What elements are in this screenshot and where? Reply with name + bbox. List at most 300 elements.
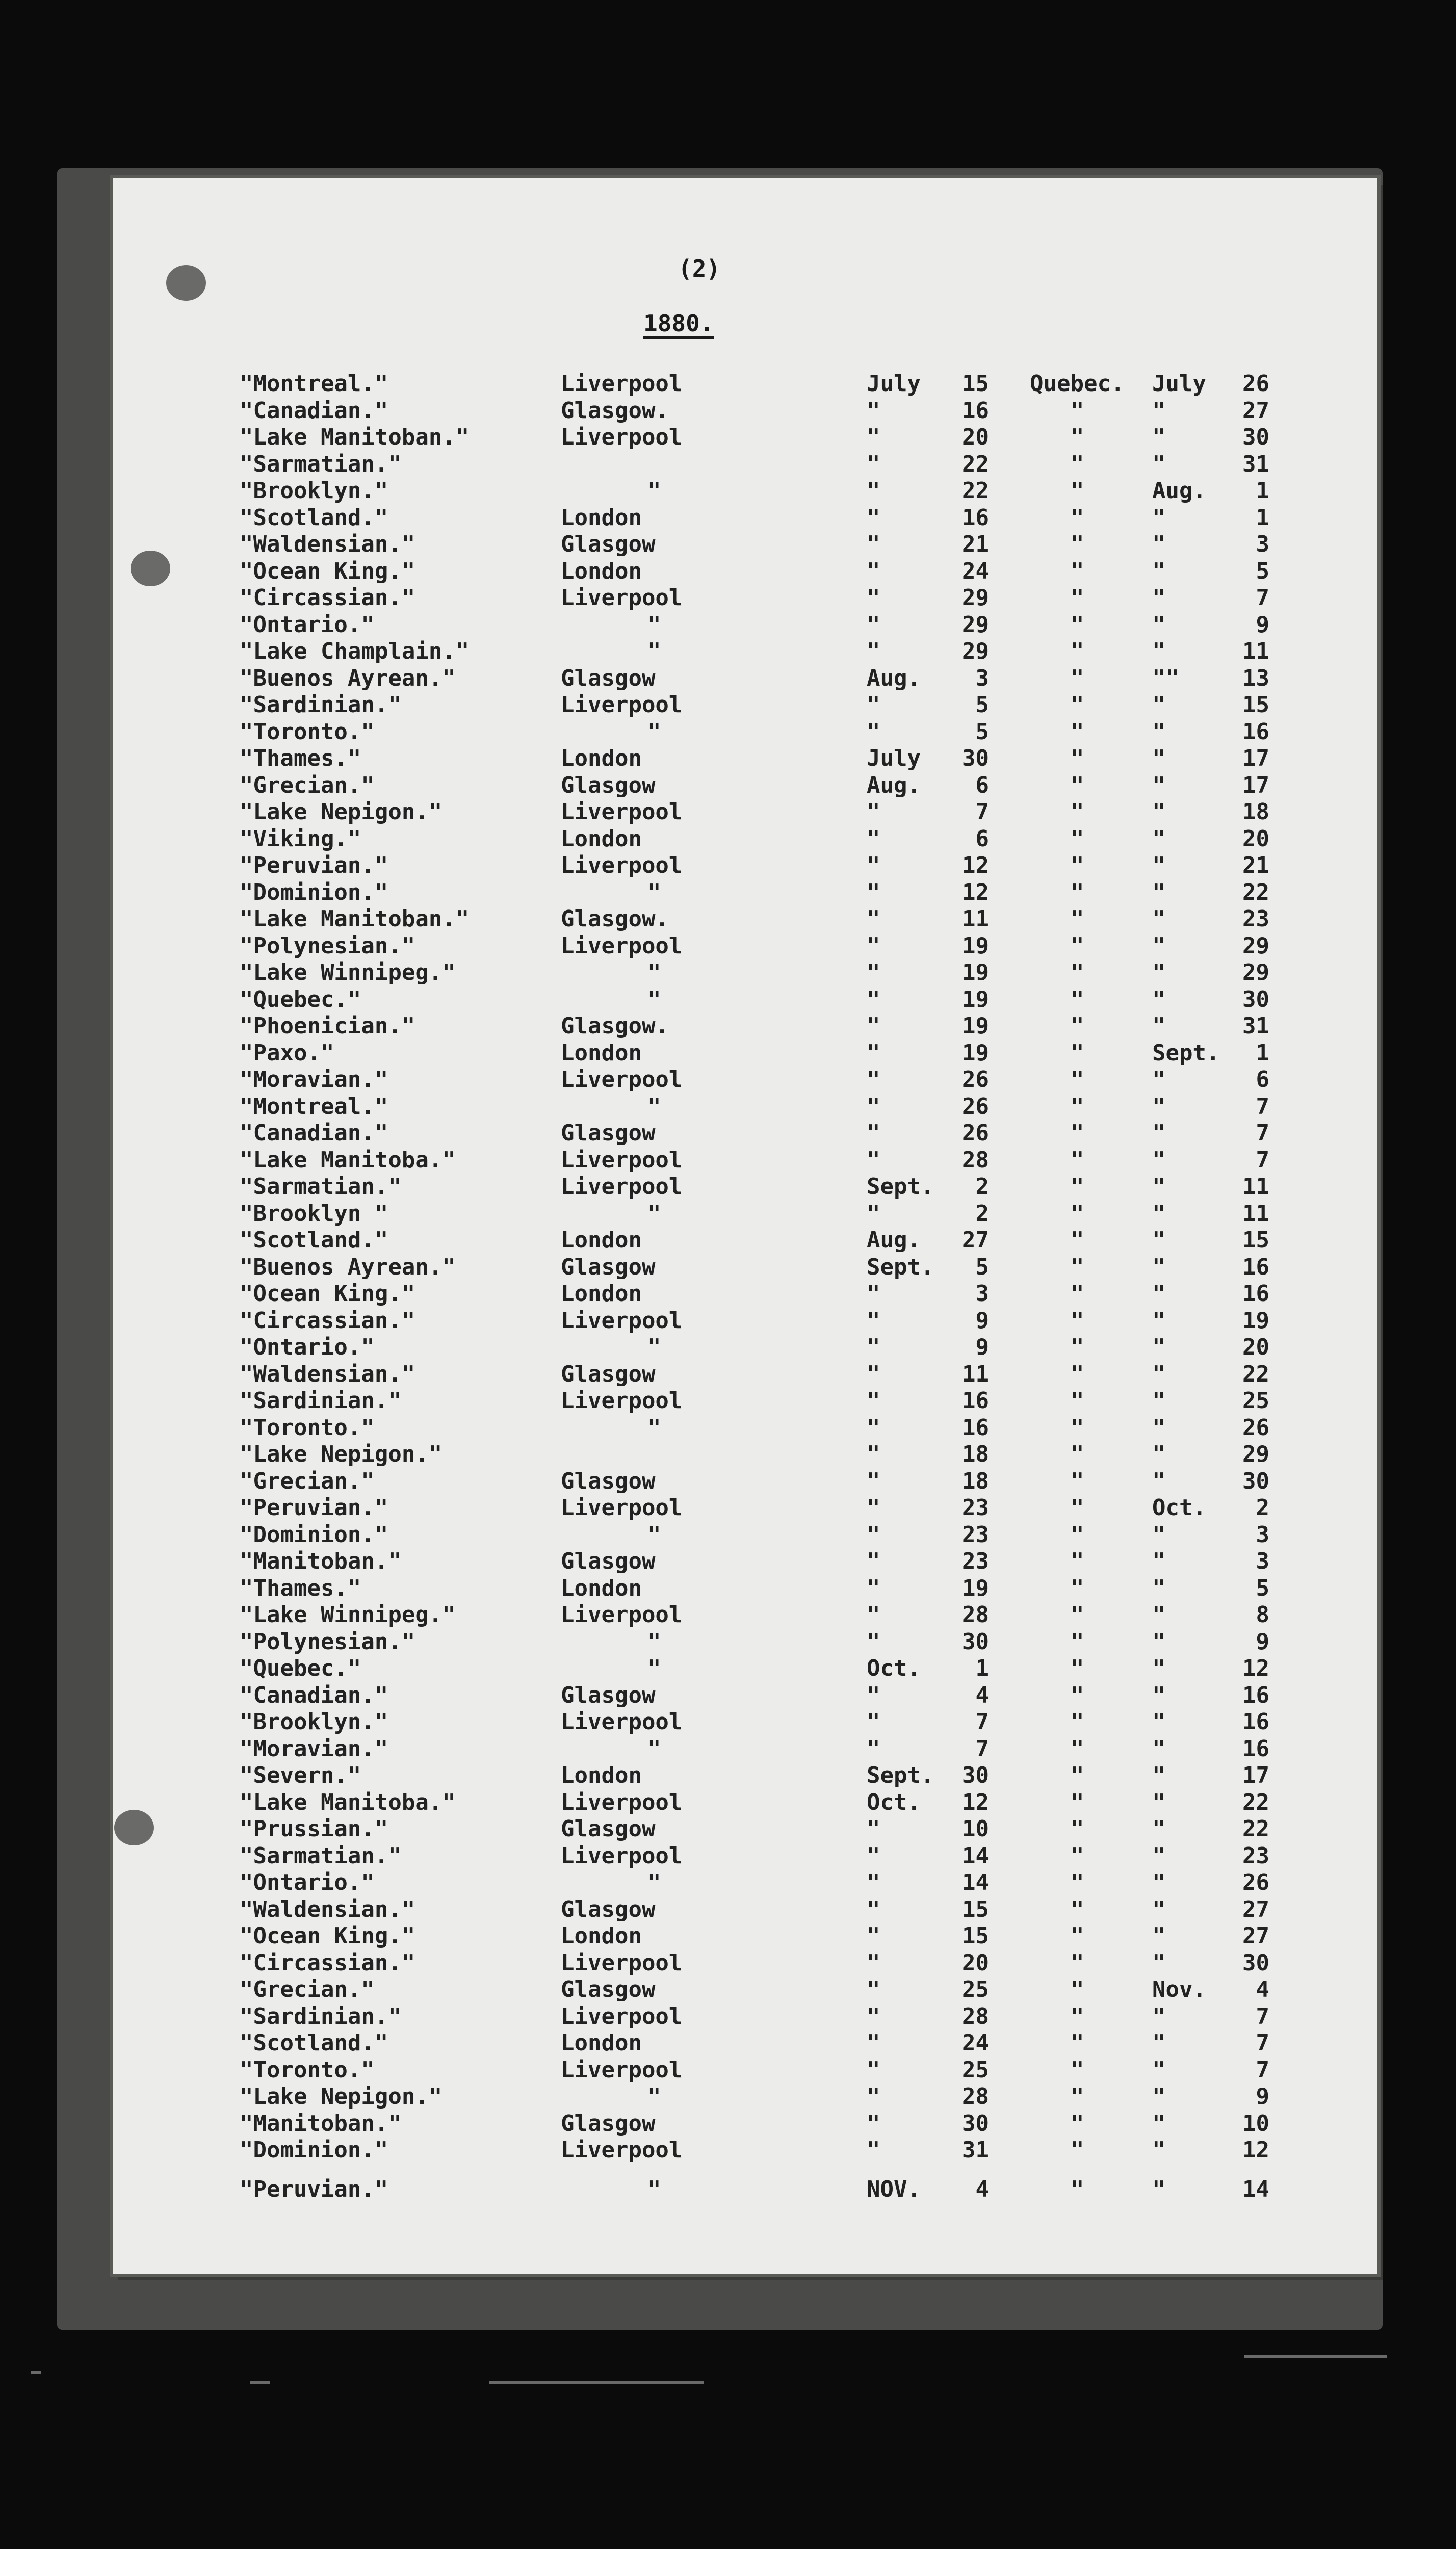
departure-port: Liverpool (561, 1602, 683, 1628)
ship-name: "Circassian." (240, 1949, 415, 1976)
sailing-row (0, 424, 1336, 451)
departure-day: 2 (975, 1200, 989, 1227)
departure-month: " (867, 1039, 880, 1066)
ship-name: "Manitoban." (240, 2110, 402, 2137)
ship-name: "Toronto." (240, 2057, 375, 2083)
departure-day: 5 (975, 692, 989, 718)
destination-port: " (1071, 585, 1084, 611)
departure-day: 18 (962, 1441, 989, 1467)
destination-port: " (1071, 1842, 1084, 1869)
arrival-day: 31 (1242, 1013, 1269, 1039)
departure-month: " (867, 718, 880, 745)
arrival-month: " (1152, 1147, 1166, 1173)
departure-day: 16 (962, 397, 989, 424)
sailing-row (0, 398, 1336, 424)
sailing-row (0, 531, 1336, 558)
departure-month: " (867, 1548, 880, 1574)
arrival-day: 12 (1242, 2137, 1269, 2163)
departure-port: Liverpool (561, 692, 683, 718)
destination-port: " (1071, 852, 1084, 878)
arrival-month: " (1152, 1468, 1166, 1494)
destination-port: " (1071, 2137, 1084, 2163)
arrival-month: " (1152, 1923, 1166, 1949)
ship-name: "Prussian." (240, 1816, 388, 1842)
arrival-day: 16 (1242, 1682, 1269, 1708)
departure-day: 9 (975, 1307, 989, 1334)
departure-port: Glasgow (561, 2110, 656, 2137)
sailing-row (0, 959, 1336, 986)
arrival-day: 5 (1256, 1575, 1269, 1601)
arrival-month: " (1152, 745, 1166, 771)
ship-name: "Viking." (240, 825, 361, 852)
punch-hole-top (166, 265, 206, 301)
arrival-day: 30 (1242, 424, 1269, 450)
ship-name: "Sarmatian." (240, 1174, 402, 1200)
destination-port: " (1071, 1896, 1084, 1922)
departure-port: " (647, 1200, 661, 1227)
ship-name: "Montreal." (240, 1093, 388, 1120)
ship-name: "Sardinian." (240, 1388, 402, 1414)
departure-day: 23 (962, 1548, 989, 1574)
departure-port: Liverpool (561, 1949, 683, 1976)
arrival-month: " (1152, 799, 1166, 825)
arrival-month: " (1152, 1896, 1166, 1922)
departure-port: Liverpool (561, 1174, 683, 1200)
destination-port: " (1071, 1816, 1084, 1842)
ship-name: "Lake Champlain." (240, 638, 470, 664)
departure-day: 28 (962, 2003, 989, 2030)
departure-port: Liverpool (561, 1147, 683, 1173)
arrival-month: " (1152, 2110, 1166, 2137)
arrival-month: " (1152, 1602, 1166, 1628)
departure-port: " (647, 959, 661, 985)
departure-month: " (867, 1120, 880, 1146)
sailing-row (0, 1094, 1336, 1120)
sailing-row (0, 1548, 1336, 1575)
departure-port: Liverpool (561, 2137, 683, 2163)
arrival-day: 4 (1256, 1976, 1269, 2002)
departure-day: 26 (962, 1120, 989, 1146)
arrival-day: 6 (1256, 1067, 1269, 1093)
arrival-month: " (1152, 2176, 1166, 2202)
arrival-day: 16 (1242, 1281, 1269, 1307)
departure-day: 4 (975, 1682, 989, 1708)
departure-port: " (647, 611, 661, 638)
departure-port: Liverpool (561, 932, 683, 959)
departure-port: " (647, 1735, 661, 1762)
sailing-row (0, 1361, 1336, 1388)
departure-day: 15 (962, 371, 989, 397)
departure-month: NOV. (867, 2176, 921, 2202)
departure-port: London (561, 1281, 642, 1307)
departure-port: Liverpool (561, 1307, 683, 1334)
departure-month: Aug. (867, 665, 921, 691)
departure-month: " (867, 585, 880, 611)
departure-day: 7 (975, 1735, 989, 1762)
ship-name: "Ontario." (240, 611, 375, 638)
departure-month: " (867, 558, 880, 584)
destination-port: " (1071, 718, 1084, 745)
sailing-row (0, 1067, 1336, 1093)
arrival-month: " (1152, 558, 1166, 584)
ship-name: "Peruvian." (240, 852, 388, 878)
destination-port: " (1071, 1923, 1084, 1949)
departure-port: Liverpool (561, 1709, 683, 1735)
destination-port: " (1071, 1067, 1084, 1093)
destination-port: " (1071, 825, 1084, 852)
sailing-row (0, 2111, 1336, 2137)
arrival-day: 16 (1242, 1735, 1269, 1762)
destination-port: " (1071, 1147, 1084, 1173)
arrival-month: "" (1152, 665, 1179, 691)
arrival-month: " (1152, 1067, 1166, 1093)
arrival-day: 20 (1242, 825, 1269, 852)
departure-day: 23 (962, 1521, 989, 1548)
destination-port: " (1071, 1200, 1084, 1227)
departure-day: 29 (962, 611, 989, 638)
arrival-month: " (1152, 2084, 1166, 2110)
arrival-day: 7 (1256, 1120, 1269, 1146)
arrival-month: " (1152, 1361, 1166, 1387)
scan-edge-specks (31, 2371, 1407, 2391)
departure-month: " (867, 1093, 880, 1120)
sailing-row (0, 505, 1336, 531)
departure-day: 4 (975, 2176, 989, 2202)
ship-name: "Sarmatian." (240, 451, 402, 477)
arrival-day: 16 (1242, 1254, 1269, 1280)
departure-month: " (867, 1067, 880, 1093)
ship-name: "Grecian." (240, 772, 375, 798)
sailing-row (0, 1923, 1336, 1949)
destination-port: " (1071, 638, 1084, 664)
departure-day: 2 (975, 1174, 989, 1200)
departure-port: " (647, 1414, 661, 1441)
departure-port: London (561, 1923, 642, 1949)
arrival-month: " (1152, 1575, 1166, 1601)
departure-month: " (867, 959, 880, 985)
arrival-month: " (1152, 424, 1166, 450)
departure-port: London (561, 1575, 642, 1601)
destination-port: " (1071, 1120, 1084, 1146)
departure-day: 3 (975, 665, 989, 691)
departure-port: London (561, 1227, 642, 1253)
departure-day: 5 (975, 718, 989, 745)
sailing-row (0, 1682, 1336, 1709)
ship-name: "Lake Nepigon." (240, 1441, 443, 1467)
destination-port: " (1071, 2057, 1084, 2083)
ship-name: "Grecian." (240, 1976, 375, 2002)
departure-port: Glasgow (561, 1816, 656, 1842)
destination-port: " (1071, 397, 1084, 424)
departure-port: Liverpool (561, 371, 683, 397)
arrival-day: 3 (1256, 531, 1269, 557)
arrival-month: " (1152, 1816, 1166, 1842)
departure-month: " (867, 2003, 880, 2030)
sailing-row (0, 1013, 1336, 1039)
departure-port: Liverpool (561, 852, 683, 878)
arrival-day: 27 (1242, 397, 1269, 424)
departure-day: 7 (975, 799, 989, 825)
ship-name: "Waldensian." (240, 531, 415, 557)
arrival-day: 22 (1242, 1816, 1269, 1842)
departure-day: 12 (962, 879, 989, 905)
arrival-month: " (1152, 1762, 1166, 1788)
destination-port: " (1071, 1013, 1084, 1039)
departure-port: Liverpool (561, 1789, 683, 1815)
departure-port: Liverpool (561, 424, 683, 450)
departure-port: Glasgow (561, 665, 656, 691)
arrival-month: " (1152, 2137, 1166, 2163)
arrival-month: " (1152, 1789, 1166, 1815)
departure-day: 9 (975, 1334, 989, 1360)
departure-month: " (867, 1682, 880, 1708)
departure-month: Oct. (867, 1655, 921, 1681)
destination-port: " (1071, 1628, 1084, 1655)
arrival-day: 27 (1242, 1923, 1269, 1949)
ship-name: "Peruvian." (240, 2176, 388, 2202)
destination-port: " (1071, 1174, 1084, 1200)
ship-name: "Toronto." (240, 1414, 375, 1441)
departure-month: " (867, 986, 880, 1012)
arrival-month: Nov. (1152, 1976, 1206, 2002)
sailing-row (0, 1468, 1336, 1495)
departure-port: Glasgow (561, 1682, 656, 1708)
arrival-month: " (1152, 1655, 1166, 1681)
arrival-day: 11 (1242, 1174, 1269, 1200)
departure-port: " (647, 986, 661, 1012)
arrival-month: " (1152, 959, 1166, 985)
departure-port: Glasgow (561, 1468, 656, 1494)
departure-day: 30 (962, 1628, 989, 1655)
departure-month: " (867, 692, 880, 718)
arrival-month: " (1152, 718, 1166, 745)
departure-day: 25 (962, 1976, 989, 2002)
departure-month: " (867, 397, 880, 424)
destination-port: " (1071, 1976, 1084, 2002)
ship-name: "Circassian." (240, 1307, 415, 1334)
arrival-month: " (1152, 1227, 1166, 1253)
ship-name: "Ocean King." (240, 1923, 415, 1949)
departure-day: 19 (962, 1039, 989, 1066)
departure-day: 21 (962, 531, 989, 557)
ship-name: "Phoenician." (240, 1013, 415, 1039)
departure-day: 11 (962, 1361, 989, 1387)
departure-port: Glasgow (561, 1254, 656, 1280)
destination-port: " (1071, 1869, 1084, 1895)
page-number: (2) (678, 255, 721, 282)
ship-name: "Lake Manitoban." (240, 906, 470, 932)
departure-day: 6 (975, 772, 989, 798)
ship-name: "Ocean King." (240, 1281, 415, 1307)
destination-port: " (1071, 986, 1084, 1012)
departure-month: July (867, 371, 921, 397)
departure-month: " (867, 424, 880, 450)
sailing-row (0, 2004, 1336, 2030)
departure-month: " (867, 1896, 880, 1922)
departure-port: Liverpool (561, 1842, 683, 1869)
ship-name: "Waldensian." (240, 1896, 415, 1922)
ship-name: "Brooklyn " (240, 1200, 388, 1227)
arrival-month: " (1152, 1174, 1166, 1200)
arrival-day: 19 (1242, 1307, 1269, 1334)
departure-month: " (867, 1441, 880, 1467)
ship-name: "Lake Nepigon." (240, 799, 443, 825)
ship-name: "Lake Winnipeg." (240, 959, 456, 985)
arrival-day: 10 (1242, 2110, 1269, 2137)
ship-name: "Thames." (240, 745, 361, 771)
arrival-month: " (1152, 1307, 1166, 1334)
sailing-row (0, 612, 1336, 638)
departure-port: " (647, 1628, 661, 1655)
departure-port: " (647, 879, 661, 905)
arrival-day: 27 (1242, 1896, 1269, 1922)
departure-port: London (561, 825, 642, 852)
departure-day: 30 (962, 2110, 989, 2137)
departure-month: " (867, 451, 880, 477)
departure-day: 28 (962, 2084, 989, 2110)
departure-day: 18 (962, 1468, 989, 1494)
departure-day: 19 (962, 959, 989, 985)
arrival-day: 26 (1242, 1414, 1269, 1441)
sailing-row (0, 1575, 1336, 1602)
sailing-row (0, 1334, 1336, 1361)
arrival-month: " (1152, 1414, 1166, 1441)
ship-name: "Lake Winnipeg." (240, 1602, 456, 1628)
arrival-month: " (1152, 1200, 1166, 1227)
ship-name: "Montreal." (240, 371, 388, 397)
sailing-row (0, 852, 1336, 879)
ship-name: "Lake Nepigon." (240, 2084, 443, 2110)
arrival-month: July (1152, 371, 1206, 397)
departure-day: 27 (962, 1227, 989, 1253)
ship-name: "Polynesian." (240, 932, 415, 959)
destination-port: " (1071, 2176, 1084, 2202)
departure-month: " (867, 2110, 880, 2137)
departure-day: 15 (962, 1923, 989, 1949)
sailing-row (0, 2084, 1336, 2110)
departure-month: " (867, 1976, 880, 2002)
sailing-row (0, 478, 1336, 504)
arrival-day: 17 (1242, 1762, 1269, 1788)
arrival-day: 16 (1242, 1709, 1269, 1735)
arrival-day: 18 (1242, 799, 1269, 825)
ship-name: "Thames." (240, 1575, 361, 1601)
arrival-month: " (1152, 504, 1166, 531)
arrival-day: 21 (1242, 852, 1269, 878)
departure-day: 16 (962, 504, 989, 531)
sailing-row (0, 933, 1336, 959)
departure-month: " (867, 1575, 880, 1601)
sailing-row (0, 1120, 1336, 1147)
arrival-day: 7 (1256, 2003, 1269, 2030)
arrival-day: 7 (1256, 1093, 1269, 1120)
sailing-row (0, 1227, 1336, 1254)
arrival-day: 14 (1242, 2176, 1269, 2202)
arrival-month: " (1152, 2030, 1166, 2056)
destination-port: " (1071, 1575, 1084, 1601)
arrival-month: " (1152, 1334, 1166, 1360)
departure-port: " (647, 718, 661, 745)
destination-port: " (1071, 1281, 1084, 1307)
departure-month: Aug. (867, 772, 921, 798)
destination-port: " (1071, 1039, 1084, 1066)
sailing-row (0, 2057, 1336, 2084)
ship-name: "Brooklyn." (240, 478, 388, 504)
departure-month: " (867, 1468, 880, 1494)
sailing-row (0, 1254, 1336, 1281)
departure-port: " (647, 1521, 661, 1548)
departure-day: 19 (962, 1575, 989, 1601)
departure-port: Glasgow (561, 1548, 656, 1574)
arrival-month: " (1152, 825, 1166, 852)
destination-port: " (1071, 1521, 1084, 1548)
departure-day: 1 (975, 1655, 989, 1681)
sailing-row (0, 1789, 1336, 1816)
arrival-month: " (1152, 1709, 1166, 1735)
departure-month: Sept. (867, 1762, 934, 1788)
destination-port: " (1071, 1709, 1084, 1735)
arrival-month: " (1152, 1441, 1166, 1467)
sailing-row (0, 1441, 1336, 1468)
departure-month: Sept. (867, 1174, 934, 1200)
arrival-day: 13 (1242, 665, 1269, 691)
sailing-row (0, 585, 1336, 611)
destination-port: " (1071, 1441, 1084, 1467)
destination-port: " (1071, 1468, 1084, 1494)
sailing-row (0, 906, 1336, 932)
departure-port: Liverpool (561, 2003, 683, 2030)
sailing-row (0, 1976, 1336, 2003)
sailing-row (0, 772, 1336, 799)
departure-month: " (867, 2030, 880, 2056)
arrival-day: 20 (1242, 1334, 1269, 1360)
ship-name: "Dominion." (240, 2137, 388, 2163)
ship-name: "Peruvian." (240, 1495, 388, 1521)
arrival-month: " (1152, 1281, 1166, 1307)
destination-port: " (1071, 424, 1084, 450)
departure-month: " (867, 1869, 880, 1895)
departure-day: 25 (962, 2057, 989, 2083)
ship-name: "Sardinian." (240, 2003, 402, 2030)
departure-day: 16 (962, 1414, 989, 1441)
ship-name: "Severn." (240, 1762, 361, 1788)
ship-name: "Sarmatian." (240, 1842, 402, 1869)
departure-port: London (561, 504, 642, 531)
ship-name: "Scotland." (240, 1227, 388, 1253)
arrival-month: " (1152, 1388, 1166, 1414)
sailing-row (0, 1843, 1336, 1869)
departure-day: 19 (962, 986, 989, 1012)
departure-month: " (867, 2084, 880, 2110)
departure-month: Oct. (867, 1789, 921, 1815)
departure-day: 12 (962, 1789, 989, 1815)
arrival-day: 11 (1242, 1200, 1269, 1227)
destination-port: " (1071, 959, 1084, 985)
arrival-day: 29 (1242, 1441, 1269, 1467)
arrival-month: " (1152, 772, 1166, 798)
ship-name: "Lake Manitoban." (240, 424, 470, 450)
arrival-month: " (1152, 1120, 1166, 1146)
departure-port: Liverpool (561, 585, 683, 611)
departure-port: Liverpool (561, 799, 683, 825)
departure-port: Glasgow. (561, 397, 669, 424)
sailing-row (0, 1040, 1336, 1067)
sailing-row (0, 1762, 1336, 1789)
arrival-month: " (1152, 451, 1166, 477)
departure-month: " (867, 799, 880, 825)
arrival-month: " (1152, 1628, 1166, 1655)
sailing-row (0, 826, 1336, 852)
